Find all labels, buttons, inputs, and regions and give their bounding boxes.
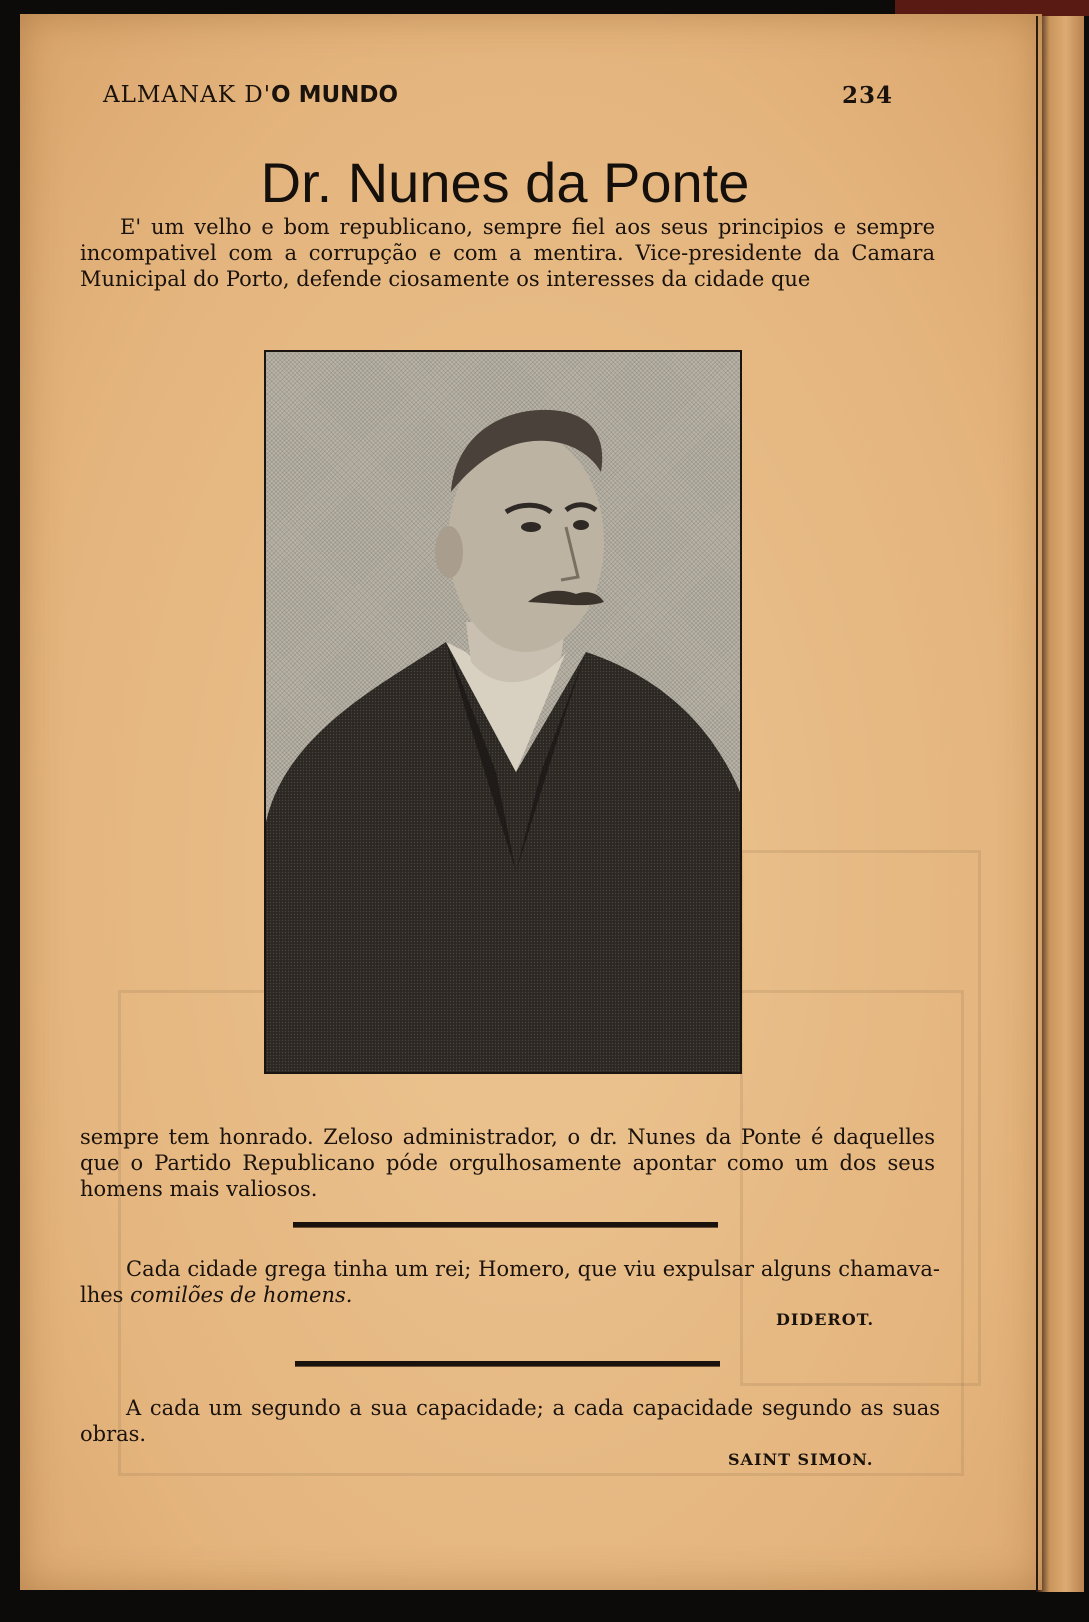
quote-author: DIDEROT. xyxy=(776,1310,875,1329)
intro-paragraph: E' um velho e bom republicano, sempre fiel aos seus principios e sempre incompativel com a corrupção e com a mentira. Vice-presidente da Camara Municipal do Porto, defende ciosamente os interesses da cidade que xyxy=(80,215,935,291)
running-header xyxy=(103,82,893,114)
next-page-edge xyxy=(1038,16,1084,1592)
header-almanak: ALMANAK D'O MUNDO xyxy=(103,82,399,108)
page-number: 234 xyxy=(841,82,893,109)
header-brand: O MUNDO xyxy=(271,82,399,108)
quote-author: SAINT SIMON. xyxy=(728,1450,874,1469)
portrait-illustration xyxy=(266,352,740,1072)
section-divider xyxy=(295,1361,720,1367)
quote-saint-simon: A cada um segundo a sua capacidade; a cada capacidade segundo as suas obras. xyxy=(80,1396,940,1446)
page-gutter-line xyxy=(1036,16,1038,1592)
portrait-photo xyxy=(264,350,742,1074)
section-divider xyxy=(293,1222,718,1228)
quote-italic: comilões de homens. xyxy=(130,1283,353,1307)
article-title: Dr. Nunes da Ponte xyxy=(260,151,750,214)
quote-diderot: Cada cidade grega tinha um rei; Homero, que viu expulsar alguns chamava-lhes comilões de homens. xyxy=(80,1257,940,1307)
continuation-paragraph: sempre tem honrado. Zeloso administrador, o dr. Nunes da Ponte é daquelles que o Partido Republicano póde orgulhosamente apontar como um dos seus homens mais valiosos. xyxy=(80,1125,935,1201)
